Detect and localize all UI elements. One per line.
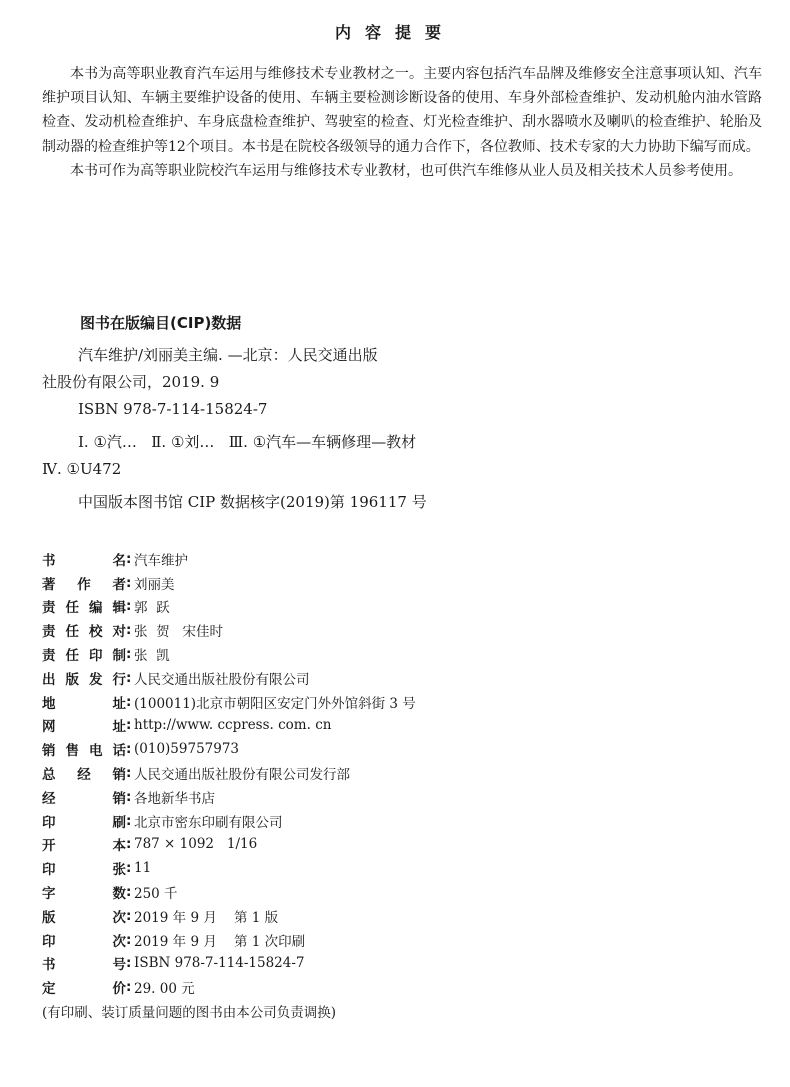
detail-label: 出版发行 xyxy=(42,671,126,688)
cip-line-2: 社股份有限公司，2019. 9 xyxy=(42,373,220,391)
detail-row-format: 开本 : 787 × 1092 1/16 xyxy=(42,836,258,855)
detail-value: ISBN 978-7-114-15824-7 xyxy=(134,955,305,972)
detail-value: 2019 年 9 月 第 1 次印刷 xyxy=(134,933,306,950)
detail-value: 汽车维护 xyxy=(134,552,188,569)
detail-label: 著作者 xyxy=(42,576,126,593)
detail-row-word-count: 字数 : 250 千 xyxy=(42,884,178,903)
detail-value: 250 千 xyxy=(134,886,178,903)
detail-value: 北京市密东印刷有限公司 xyxy=(134,814,283,831)
detail-label: 印刷 xyxy=(42,814,126,831)
cip-isbn: ISBN 978-7-114-15824-7 xyxy=(78,400,268,418)
detail-value: 人民交通出版社股份有限公司发行部 xyxy=(134,767,350,784)
detail-value: 各地新华书店 xyxy=(134,790,215,807)
summary-body xyxy=(42,62,762,183)
detail-label: 责任编辑 xyxy=(42,600,126,617)
detail-value: http://www. ccpress. com. cn xyxy=(134,717,332,734)
detail-value: 29. 00 元 xyxy=(134,981,195,998)
detail-row-printing-manager: 责任印制 : 张 凯 xyxy=(42,646,170,665)
detail-value: 郭 跃 xyxy=(134,600,170,617)
detail-row-title: 书名 : 汽车维护 xyxy=(42,550,188,569)
detail-row-editor: 责任编辑 : 郭 跃 xyxy=(42,598,170,617)
detail-label: 印张 xyxy=(42,862,126,879)
detail-row-distributor: 经销 : 各地新华书店 xyxy=(42,788,215,807)
cip-record-number: 中国版本图书馆 CIP 数据核字(2019)第 196117 号 xyxy=(78,493,427,511)
detail-value: 787 × 1092 1/16 xyxy=(134,836,258,853)
detail-label: 字数 xyxy=(42,886,126,903)
detail-row-author: 著作者 : 刘丽美 xyxy=(42,574,175,593)
detail-value: 11 xyxy=(134,860,152,877)
detail-value: 刘丽美 xyxy=(134,576,175,593)
detail-row-book-number: 书号 : ISBN 978-7-114-15824-7 xyxy=(42,955,305,974)
detail-label: 总经销 xyxy=(42,767,126,784)
cip-class-line-1: Ⅰ. ①汽… Ⅱ. ①刘… Ⅲ. ①汽车—车辆修理—教材 xyxy=(78,433,417,451)
detail-row-impression: 印次 : 2019 年 9 月 第 1 次印刷 xyxy=(42,931,306,950)
cip-block xyxy=(42,342,602,516)
publication-details xyxy=(42,547,742,1023)
replacement-note: (有印刷、装订质量问题的图书由本公司负责调换) xyxy=(42,1005,337,1022)
detail-row-sales-phone: 销售电话 : (010)59757973 xyxy=(42,741,240,760)
cip-title: 图书在版编目(CIP)数据 xyxy=(80,314,242,332)
detail-row-website: 网址 : http://www. ccpress. com. cn xyxy=(42,717,332,736)
detail-value: (100011)北京市朝阳区安定门外外馆斜街 3 号 xyxy=(134,695,416,712)
detail-row-general-distributor: 总经销 : 人民交通出版社股份有限公司发行部 xyxy=(42,765,350,784)
detail-label: 开本 xyxy=(42,838,126,855)
detail-row-printer: 印刷 : 北京市密东印刷有限公司 xyxy=(42,812,283,831)
summary-paragraph-1: 本书为高等职业教育汽车运用与维修技术专业教材之一。主要内容包括汽车品牌及维修安全注意事项认知、汽车维护项目认知、车辆主要维护设备的使用、车辆主要检测诊断设备的使用、车身外部检查维护、发动机舱内油水管路检查、发动机检查维护、车身底盘检查维护、驾驶室的检查、灯光检查维护、刮水器喷水及喇叭的检查维护、轮胎及制动器的检查维护等12个项目。本书是在院校各级领导的通力合作下，各位教师、技术专家的大力协助下编写而成。 xyxy=(42,66,762,155)
detail-label: 责任校对 xyxy=(42,624,126,641)
detail-label: 印次 xyxy=(42,933,126,950)
detail-label: 网址 xyxy=(42,719,126,736)
cip-line-1: 汽车维护/刘丽美主编. —北京：人民交通出版 xyxy=(78,346,378,364)
detail-label: 定价 xyxy=(42,981,126,998)
detail-label: 书名 xyxy=(42,552,126,569)
detail-value: 张 凯 xyxy=(134,648,170,665)
detail-label: 书号 xyxy=(42,957,126,974)
detail-label: 地址 xyxy=(42,695,126,712)
detail-row-sheets: 印张 : 11 xyxy=(42,860,152,879)
detail-value: 张 贺 宋佳时 xyxy=(134,624,223,641)
detail-row-proofreader: 责任校对 : 张 贺 宋佳时 xyxy=(42,622,223,641)
detail-value: (010)59757973 xyxy=(134,741,240,758)
detail-row-price: 定价 : 29. 00 元 xyxy=(42,979,195,998)
detail-value: 人民交通出版社股份有限公司 xyxy=(134,671,310,688)
cip-class-line-2: Ⅳ. ①U472 xyxy=(42,460,122,478)
detail-row-edition: 版次 : 2019 年 9 月 第 1 版 xyxy=(42,907,279,926)
detail-row-publisher: 出版发行 : 人民交通出版社股份有限公司 xyxy=(42,669,310,688)
detail-label: 销售电话 xyxy=(42,743,126,760)
detail-label: 责任印制 xyxy=(42,648,126,665)
summary-title: 内容提要 xyxy=(334,23,455,42)
detail-label: 经销 xyxy=(42,790,126,807)
summary-paragraph-2: 本书可作为高等职业院校汽车运用与维修技术专业教材，也可供汽车维修从业人员及相关技术人员参考使用。 xyxy=(70,162,742,179)
detail-row-address: 地址 : (100011)北京市朝阳区安定门外外馆斜街 3 号 xyxy=(42,693,416,712)
detail-value: 2019 年 9 月 第 1 版 xyxy=(134,909,279,926)
detail-label: 版次 xyxy=(42,909,126,926)
